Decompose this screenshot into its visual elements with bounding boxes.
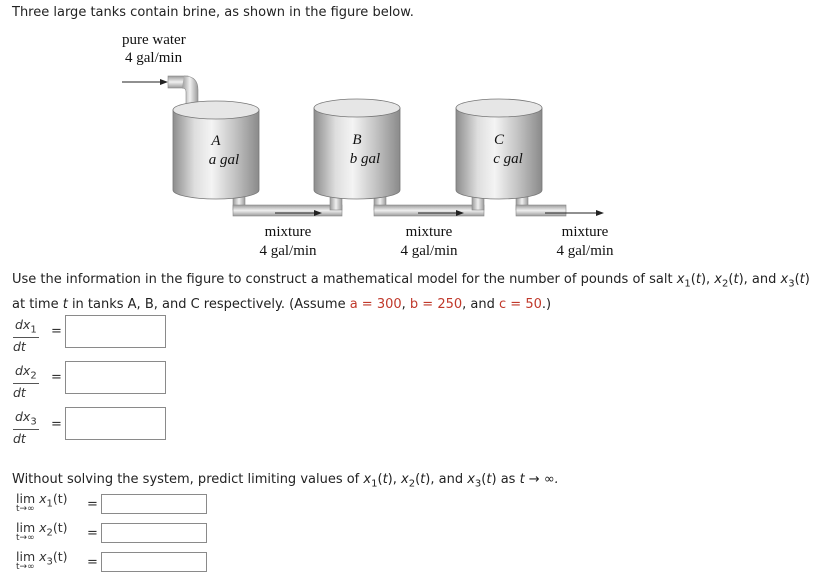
limit-x3-expression: $\lim x_3(t)$ t→∞	[16, 549, 68, 572]
limit-x1-equals: =	[87, 497, 98, 512]
limit-x1-expression: $\lim x_1(t)$ t→∞	[16, 491, 68, 514]
flow-bc-line2: 4 gal/min	[400, 243, 458, 259]
dx2-dt-answer-input[interactable]	[65, 361, 166, 394]
tank-a-letter: A	[211, 133, 221, 149]
limit-x3-equals: =	[87, 555, 98, 570]
pipe-b-c	[374, 194, 484, 216]
flow-bc-label	[389, 223, 469, 261]
flow-out-line2: 4 gal/min	[556, 243, 614, 259]
dx1-dt-answer-input[interactable]	[65, 315, 166, 348]
limit-x2-expression: $\lim x_2(t)$ t→∞	[16, 520, 68, 543]
dx2-equals: =	[51, 370, 62, 385]
dx1-dt-fraction: $\frac{dx_1}{dt}$	[13, 317, 37, 354]
dx1-equals: =	[51, 324, 62, 339]
inflow-label-line1: pure water	[122, 32, 186, 48]
dx2-dt-fraction: $\frac{dx_2}{dt}$	[13, 363, 37, 400]
limit-x3-answer-input[interactable]	[101, 552, 207, 572]
flow-ab-line2: 4 gal/min	[259, 243, 317, 259]
dx3-dt-fraction: $\frac{dx_3}{dt}$	[13, 409, 37, 446]
flow-out-line1: mixture	[561, 224, 609, 240]
inflow-arrow	[122, 79, 168, 85]
limit-x2-equals: =	[87, 526, 98, 541]
tank-a-volume: a gal	[208, 152, 240, 168]
outflow-pipe	[516, 194, 604, 216]
tank-c	[456, 99, 542, 199]
flow-ab-line1: mixture	[264, 224, 312, 240]
question2-text: Without solving the system, predict limiting values of $x_1(t)$, $x_2(t)$, and $x_3(t)$ as t → ∞.	[12, 472, 559, 490]
intro-text: Three large tanks contain brine, as shown in the figure below.	[12, 5, 414, 20]
flow-bc-line1: mixture	[405, 224, 453, 240]
flow-out-label	[545, 223, 625, 261]
dx3-equals: =	[51, 417, 62, 432]
pipe-a-b	[233, 194, 342, 216]
inflow-label-line2: 4 gal/min	[125, 50, 183, 66]
dx3-dt-answer-input[interactable]	[65, 407, 166, 440]
tank-a	[173, 101, 259, 199]
flow-ab-label	[248, 223, 328, 261]
limit-x2-answer-input[interactable]	[101, 523, 207, 543]
tank-b-volume: b gal	[349, 151, 381, 167]
inflow-pipe	[168, 76, 198, 104]
limit-x1-answer-input[interactable]	[101, 494, 207, 514]
tank-figure	[0, 0, 836, 270]
tank-b-letter: B	[352, 132, 362, 148]
tank-c-volume: c gal	[493, 151, 523, 167]
tank-c-letter: C	[493, 132, 504, 148]
question1-text: Use the information in the figure to construct a mathematical model for the number of pounds of salt $x_1(t)$, $x_2(t)$, and $x_3(t)$ at time t in tanks A, B, and C respectively. (Assume a = 300, b = 250, and c = 50.)	[12, 272, 810, 312]
